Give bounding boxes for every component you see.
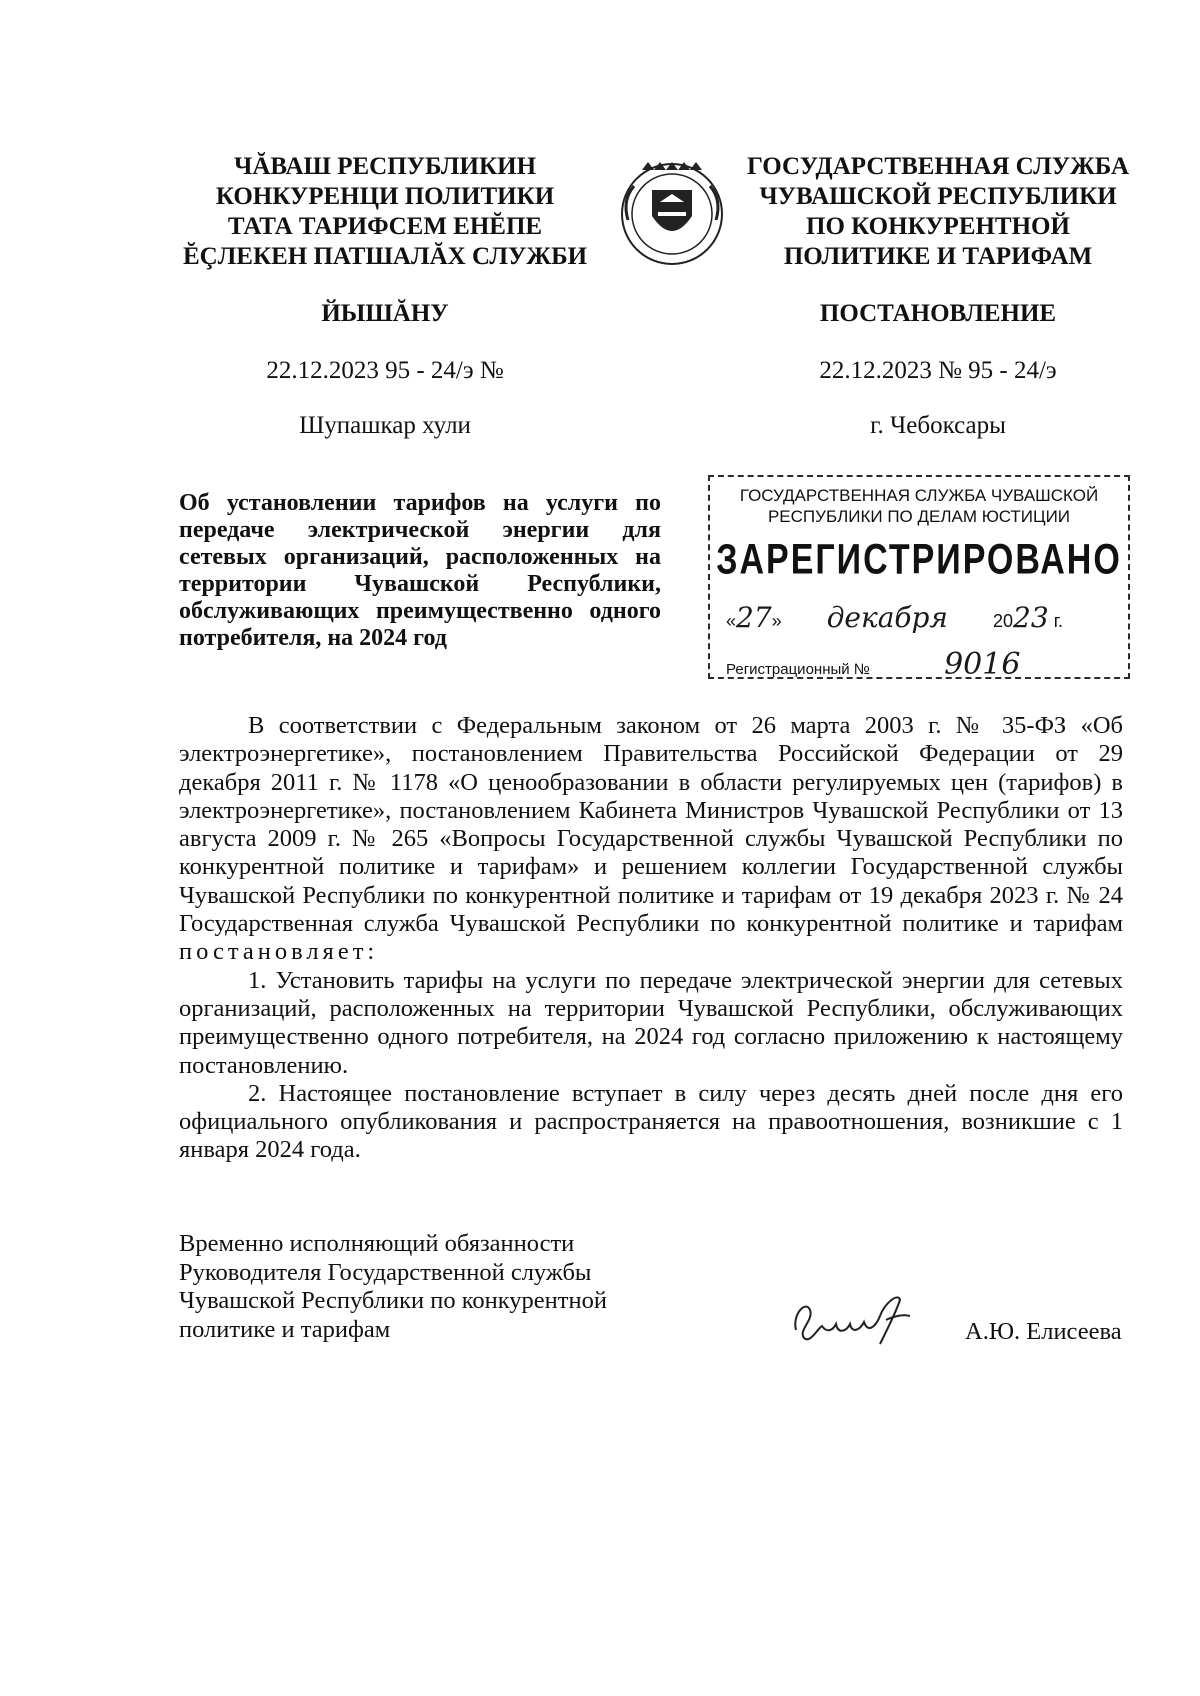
stamp-quote-close: » — [771, 611, 782, 631]
stamp-reg-number: 9016 — [944, 647, 1021, 682]
title-line: обслуживающих преимущественно одного — [179, 598, 661, 624]
header-right — [718, 152, 1158, 272]
stamp-year-suffix: 23 — [1013, 601, 1049, 634]
stamp-reg-label: Регистрационный № — [726, 661, 870, 678]
stamp-registration — [726, 647, 1020, 682]
title-line: Об установлении тарифов на услуги по — [179, 490, 661, 516]
stamp-quote-open: « — [726, 611, 737, 631]
signatory-position — [179, 1230, 607, 1344]
header-left-line: КОНКУРЕНЦИ ПОЛИТИКИ — [215, 183, 555, 210]
stamp-month: декабря — [826, 601, 948, 634]
body-item-1: 1. Установить тарифы на услуги по передаче электрической энергии для сетевых организаций, расположенных на территории Чувашской Республики, обслуживающих преимущественно одного потребителя, на 2024 год согласно приложению к настоящему постановлению. — [179, 966, 1123, 1079]
registration-stamp — [708, 475, 1130, 682]
signatory-position-line: Чувашской Республики по конкурентной — [179, 1287, 607, 1314]
header-right-line: ПОЛИТИКЕ И ТАРИФАМ — [783, 243, 1093, 270]
body-preamble — [179, 712, 1123, 967]
stamp-date — [726, 601, 1118, 634]
title-line: сетевых организаций, расположенных на — [179, 544, 661, 570]
resolution-verb: постановляет: — [179, 938, 379, 966]
document-title — [179, 490, 661, 652]
signatory-name: А.Ю. Елисеева — [965, 1318, 1122, 1345]
handwritten-signature — [788, 1286, 916, 1348]
header-left — [165, 152, 605, 272]
header-left-line: ТАТА ТАРИФСЕМ ЕНĔПЕ — [227, 213, 543, 240]
signatory-position-line: Временно исполняющий обязанности — [179, 1230, 575, 1257]
title-line: территории Чувашской Республики, — [179, 571, 661, 597]
signatory-position-line: Руководителя Государственной службы — [179, 1258, 592, 1286]
date-number-russian: 22.12.2023 № 95 - 24/э — [819, 357, 1057, 384]
document-body — [179, 712, 1123, 1165]
doc-type-chuvash: ЙЫШĂНУ — [321, 300, 449, 327]
title-line: передаче электрической энергии для — [179, 517, 661, 543]
stamp-year-prefix: 20 — [993, 611, 1014, 631]
stamp-authority-line: РЕСПУБЛИКИ ПО ДЕЛАМ ЮСТИЦИИ — [767, 507, 1071, 526]
stamp-day: 27 — [736, 601, 772, 634]
city-russian: г. Чебоксары — [870, 412, 1006, 439]
header-right-line: ЧУВАШСКОЙ РЕСПУБЛИКИ — [759, 183, 1117, 210]
header-right-line: ПО КОНКУРЕНТНОЙ — [806, 213, 1070, 240]
doc-type-russian: ПОСТАНОВЛЕНИЕ — [819, 300, 1057, 327]
chuvashia-emblem-icon — [612, 150, 732, 268]
stamp-authority-line: ГОСУДАРСТВЕННАЯ СЛУЖБА ЧУВАШСКОЙ — [739, 486, 1099, 505]
signatory-position-line: политике и тарифам — [179, 1315, 391, 1343]
preamble-text: В соответствии с Федеральным законом от 26 марта 2003 г. № 35-ФЗ «Об электроэнергетике», постановлением Правительства Российской Федерации от 29 декабря 2011 г. № 1178 «О ценообразовании в области регулируемых цен (тарифов) в электроэнергетике», постановлением Кабинета Министров Чувашской Республики от 13 августа 2009 г. № 265 «Вопросы Государственной службы Чувашской Республики по конкурентной политике и тарифам» и решением коллегии Государственной службы Чувашской Республики по конкурентной политике и тарифам от 19 декабря 2023 г. № 24 Государственная служба Чувашской Республики по конкурентной политике и тарифам — [179, 712, 1123, 938]
city-chuvash: Шупашкар хули — [299, 412, 471, 439]
stamp-year-unit: г. — [1053, 611, 1064, 631]
date-number-chuvash: 22.12.2023 95 - 24/э № — [266, 357, 504, 384]
header-left-line: ĔÇЛЕКЕН ПАТШАЛĂХ СЛУЖБИ — [182, 243, 588, 270]
stamp-status: ЗАРЕГИСТРИРОВАНО — [716, 536, 1122, 584]
header-right-line: ГОСУДАРСТВЕННАЯ СЛУЖБА — [746, 153, 1130, 180]
header-left-line: ЧĂВАШ РЕСПУБЛИКИН — [233, 153, 537, 180]
title-line: потребителя, на 2024 год — [179, 625, 447, 651]
stamp-authority — [710, 485, 1128, 527]
body-item-2: 2. Настоящее постановление вступает в силу через десять дней после дня его официального опубликования и распространяется на правоотношения, возникшие с 1 января 2024 года. — [179, 1079, 1123, 1164]
